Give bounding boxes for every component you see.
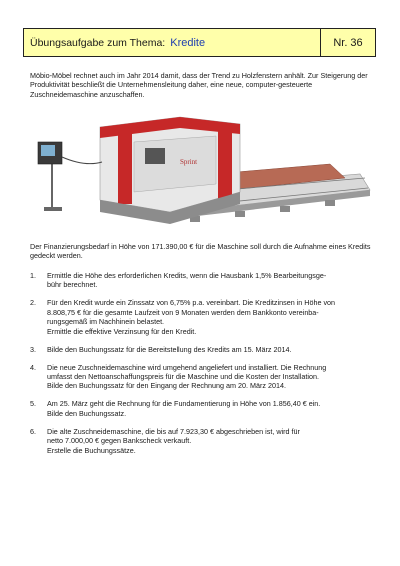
header-prefix: Übungsaufgabe zum Thema: bbox=[30, 36, 166, 49]
task-item bbox=[30, 363, 375, 391]
task-text: Ermittle die Höhe des erforderlichen Kredits, wenn die Hausbank 1,5% Bearbeitungsge- bühr berechnet. bbox=[47, 271, 327, 290]
task-number: 6. bbox=[30, 426, 36, 436]
task-item bbox=[30, 345, 375, 354]
task-text: Bilde den Buchungssatz für die Bereitstellung des Kredits am 15. März 2014. bbox=[47, 344, 292, 354]
task-item bbox=[30, 298, 375, 336]
intro-paragraph: Möbio-Möbel rechnet auch im Jahr 2014 damit, dass der Trend zu Holzfenstern anhält. Zur Steigerung der Produktivität beschließt die Unternehmensleitung daher, eine neue, computer-gesteuerte Zuschneidemaschine anzuschaffen. bbox=[30, 71, 368, 99]
cutting-machine-image bbox=[30, 112, 375, 237]
exercise-number: Nr. 36 bbox=[320, 29, 375, 56]
task-item bbox=[30, 271, 375, 290]
svg-text:Sprint: Sprint bbox=[180, 158, 198, 166]
task-list bbox=[30, 271, 375, 464]
header-box bbox=[23, 28, 376, 57]
task-text: Die alte Zuschneidemaschine, die bis auf 7.923,30 € abgeschrieben ist, wird für netto 7.000,00 € gegen Bankscheck verkauft. Erstelle die Buchungssätze. bbox=[47, 426, 300, 455]
task-number: 4. bbox=[30, 362, 36, 372]
task-item bbox=[30, 399, 375, 418]
task-text: Die neue Zuschneidemaschine wird umgehend angeliefert und installiert. Die Rechnung umfasst den Nettoanschaffungspreis für die Maschine und die Kosten der Installation. Bilde den Buchungssatz für den Eingang der Rechnung am 20. März 2014. bbox=[47, 362, 327, 391]
header-title bbox=[24, 29, 320, 56]
task-item bbox=[30, 427, 375, 455]
task-text: Am 25. März geht die Rechnung für die Fundamentierung in Höhe von 1.856,40 € ein. Bilde den Buchungssatz. bbox=[47, 399, 321, 418]
header-topic: Kredite bbox=[170, 36, 206, 49]
task-number: 1. bbox=[30, 271, 36, 280]
task-number: 3. bbox=[30, 344, 36, 354]
task-number: 5. bbox=[30, 399, 36, 409]
task-text: Für den Kredit wurde ein Zinssatz von 6,75% p.a. vereinbart. Die Kreditzinsen in Höhe von 8.808,75 € für die gesamte Laufzeit von 9 Monaten werden dem Bankkonto vereinba- rungsgemäß im Nachhinein belastet. Ermittle die effektive Verzinsung für den Kredit. bbox=[47, 298, 336, 336]
financing-paragraph: Der Finanzierungsbedarf in Höhe von 171.390,00 € für die Maschine soll durch die Aufnahme eines Kredits gedeckt werden. bbox=[30, 242, 371, 261]
task-number: 2. bbox=[30, 298, 36, 308]
